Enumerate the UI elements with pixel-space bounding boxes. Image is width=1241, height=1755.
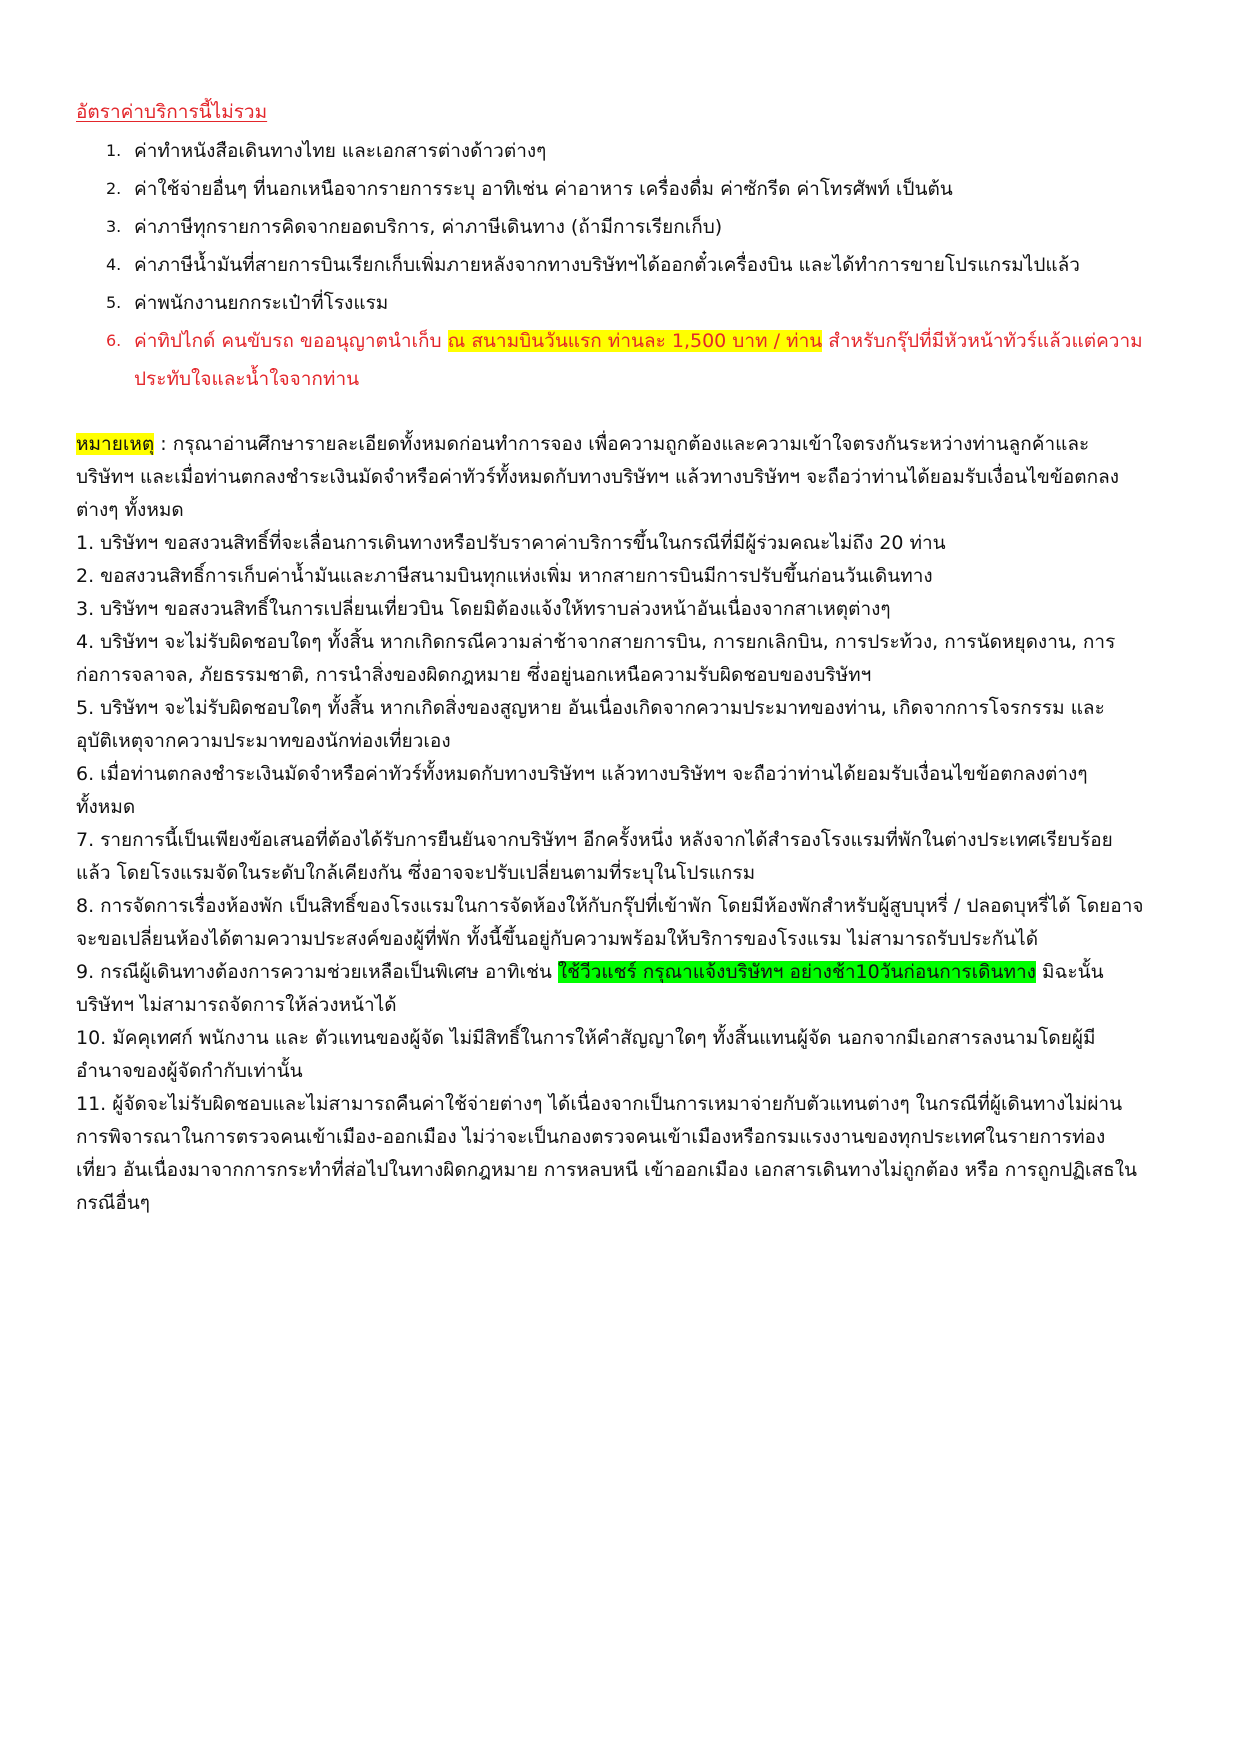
list-text: ค่าพนักงานยกกระเป๋าที่โรงแรม: [134, 292, 389, 314]
list-number: 1.: [106, 141, 122, 160]
note-intro: [76, 428, 1146, 527]
note-item: 7. รายการนี้เป็นเพียงข้อเสนอที่ต้องได้รับการยืนยันจากบริษัทฯ อีกครั้งหนึ่ง หลังจากได้สำรองโรงแรมที่พักในต่างประเทศเรียบร้อยแล้ว โดยโรงแรมจัดในระดับใกล้เคียงกัน ซึ่งอาจจะปรับเปลี่ยนตามที่ระบุในโปรแกรม: [76, 829, 1113, 884]
list-text: ค่าภาษีทุกรายการคิดจากยอดบริการ, ค่าภาษีเดินทาง (ถ้ามีการเรียกเก็บ): [134, 216, 723, 238]
list-number: 5.: [106, 293, 122, 312]
list-text: ค่าทิปไกด์ คนขับรถ ขออนุญาตนำเก็บ: [134, 330, 448, 352]
excluded-heading: อัตราค่าบริการนี้ไม่รวม: [76, 101, 268, 123]
note-intro-text: : กรุณาอ่านศึกษารายละเอียดทั้งหมดก่อนทำการจอง เพื่อความถูกต้องและความเข้าใจตรงกันระหว่างท่านลูกค้าและบริษัทฯ และเมื่อท่านตกลงชำระเงินมัดจำหรือค่าทัวร์ทั้งหมดกับทางบริษัทฯ แล้วทางบริษัทฯ จะถือว่าท่านได้ยอมรับเงื่อนไขข้อตกลงต่างๆ ทั้งหมด: [76, 433, 1119, 521]
list-text: ค่าทำหนังสือเดินทางไทย และเอกสารต่างด้าวต่างๆ: [134, 140, 547, 162]
list-text: ค่าภาษีน้ำมันที่สายการบินเรียกเก็บเพิ่มภายหลังจากทางบริษัทฯได้ออกตั๋วเครื่องบิน และได้ทำการขายโปรแกรมไปแล้ว: [134, 254, 1080, 276]
note-item: 1. บริษัทฯ ขอสงวนสิทธิ์ที่จะเลื่อนการเดินทางหรือปรับราคาค่าบริการขึ้นในกรณีที่มีผู้ร่วมคณะไม่ถึง 20 ท่าน: [76, 532, 946, 554]
notes-section: [76, 428, 1146, 1220]
list-item: [76, 246, 1146, 284]
document-page: [76, 96, 1146, 1220]
note-text: มิฉะนั้น บริษัทฯ ไม่สามารถจัดการให้ล่วงหน้าได้: [76, 961, 1104, 1016]
note-text: 9. กรณีผู้เดินทางต้องการความช่วยเหลือเป็นพิเศษ อาทิเช่น: [76, 961, 558, 983]
note-item: 11. ผู้จัดจะไม่รับผิดชอบและไม่สามารถคืนค่าใช้จ่ายต่างๆ ได้เนื่องจากเป็นการเหมาจ่ายกับตัวแทนต่างๆ ในกรณีที่ผู้เดินทางไม่ผ่านการพิจารณาในการตรวจคนเข้าเมือง-ออกเมือง ไม่ว่าจะเป็นกองตรวจคนเข้าเมืองหรือกรมแรงงานของทุกประเทศในรายการท่องเที่ยว อันเนื่องมาจากการกระทำที่ส่อไปในทางผิดกฎหมาย การหลบหนี เข้าออกเมือง เอกสารเดินทางไม่ถูกต้อง หรือ การถูกปฏิเสธในกรณีอื่นๆ: [76, 1093, 1137, 1214]
note-item: 10. มัคคุเทศก์ พนักงาน และ ตัวแทนของผู้จัด ไม่มีสิทธิ์ในการให้คำสัญญาใดๆ ทั้งสิ้นแทนผู้จัด นอกจากมีเอกสารลงนามโดยผู้มีอำนาจของผู้จัดกำกับเท่านั้น: [76, 1027, 1096, 1082]
note-item: 5. บริษัทฯ จะไม่รับผิดชอบใดๆ ทั้งสิ้น หากเกิดสิ่งของสูญหาย อันเนื่องเกิดจากความประมาทของท่าน, เกิดจากการโจรกรรม และ อุบัติเหตุจากความประมาทของนักท่องเที่ยวเอง: [76, 697, 1105, 752]
tip-amount-highlight: ณ สนามบินวันแรก ท่านละ 1,500 บาท / ท่าน: [447, 330, 823, 352]
list-text: ค่าใช้จ่ายอื่นๆ ที่นอกเหนือจากรายการระบุ อาทิเช่น ค่าอาหาร เครื่องดื่ม ค่าซักรีด ค่าโทรศัพท์ เป็นต้น: [134, 178, 953, 200]
wheelchair-highlight: ใช้วีวแชร์ กรุณาแจ้งบริษัทฯ อย่างช้า10วันก่อนการเดินทาง: [557, 961, 1036, 983]
note-item: 8. การจัดการเรื่องห้องพัก เป็นสิทธิ์ของโรงแรมในการจัดห้องให้กับกรุ๊ปที่เข้าพัก โดยมีห้องพักสำหรับผู้สูบบุหรี่ / ปลอดบุหรี่ได้ โดยอาจจะขอเปลี่ยนห้องได้ตามความประสงค์ของผู้ที่พัก ทั้งนี้ขึ้นอยู่กับความพร้อมให้บริการของโรงแรม ไม่สามารถรับประกันได้: [76, 895, 1144, 950]
note-item: 6. เมื่อท่านตกลงชำระเงินมัดจำหรือค่าทัวร์ทั้งหมดกับทางบริษัทฯ แล้วทางบริษัทฯ จะถือว่าท่านได้ยอมรับเงื่อนไขข้อตกลงต่างๆ ทั้งหมด: [76, 763, 1088, 818]
list-number: 4.: [106, 255, 122, 274]
list-item: [76, 132, 1146, 170]
list-text: สำหรับกรุ๊ปที่มีหัวหน้าทัวร์แล้วแต่ความประทับใจและน้ำใจจากท่าน: [134, 330, 1143, 390]
list-number: 6.: [106, 331, 122, 350]
list-number: 3.: [106, 217, 122, 236]
list-item: [76, 170, 1146, 208]
excluded-list: [76, 132, 1146, 398]
list-item: [76, 284, 1146, 322]
note-item: 4. บริษัทฯ จะไม่รับผิดชอบใดๆ ทั้งสิ้น หากเกิดกรณีความล่าช้าจากสายการบิน, การยกเลิกบิน, การประท้วง, การนัดหยุดงาน, การก่อการจลาจล, ภัยธรรมชาติ, การนำสิ่งของผิดกฎหมาย ซึ่งอยู่นอกเหนือความรับผิดชอบของบริษัทฯ: [76, 631, 1116, 686]
list-item-tip: [76, 322, 1146, 398]
list-number: 2.: [106, 179, 122, 198]
note-item: 2. ขอสงวนสิทธิ์การเก็บค่าน้ำมันและภาษีสนามบินทุกแห่งเพิ่ม หากสายการบินมีการปรับขึ้นก่อนวันเดินทาง: [76, 565, 933, 587]
note-label: หมายเหตุ: [76, 433, 155, 455]
note-item-wheelchair: [76, 956, 1146, 1022]
list-item: [76, 208, 1146, 246]
note-item: 3. บริษัทฯ ขอสงวนสิทธิ์ในการเปลี่ยนเที่ยวบิน โดยมิต้องแจ้งให้ทราบล่วงหน้าอันเนื่องจากสาเหตุต่างๆ: [76, 598, 891, 620]
